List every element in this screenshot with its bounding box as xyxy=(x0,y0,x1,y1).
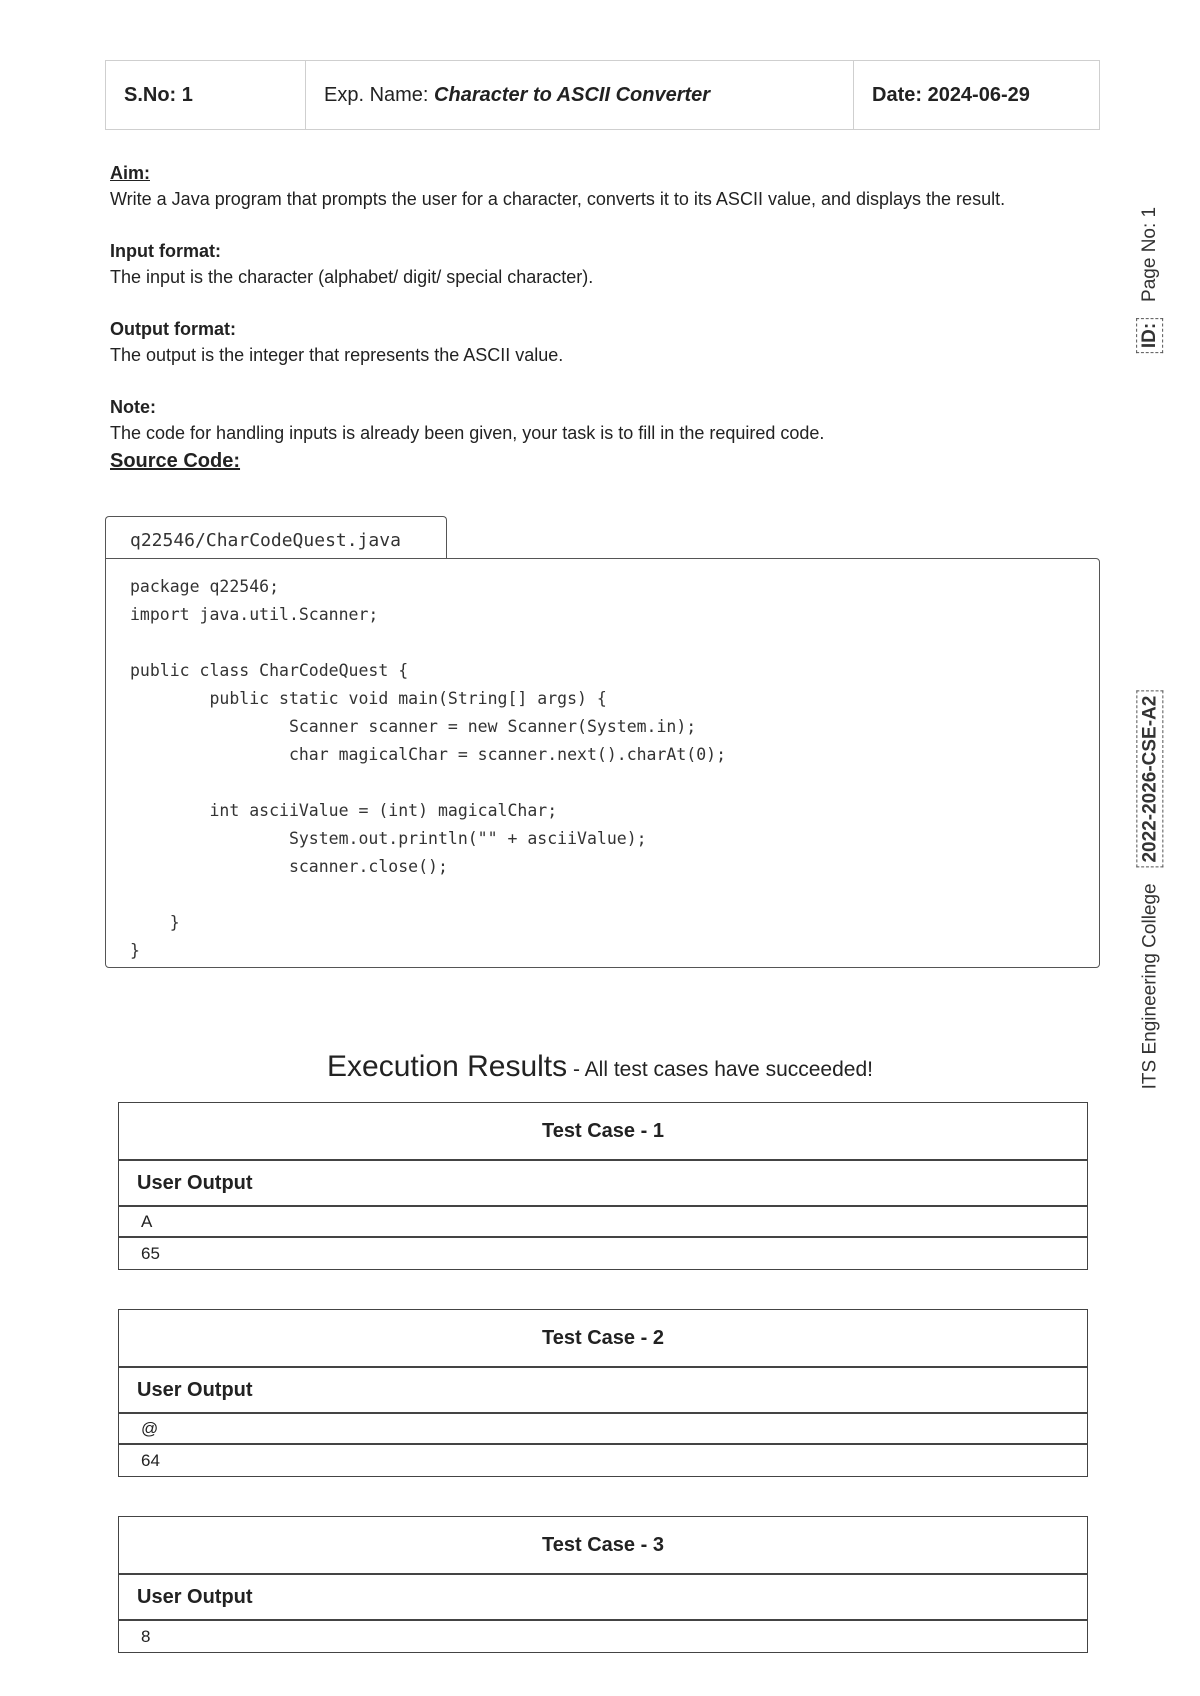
user-output-label: User Output xyxy=(119,1575,1087,1621)
batch-id: 2022-2026-CSE-A2 xyxy=(1136,691,1163,868)
output-line: A xyxy=(119,1207,1087,1238)
source-code-title: Source Code: xyxy=(110,450,241,472)
test-case-3 xyxy=(118,1516,1088,1653)
note-title: Note: xyxy=(110,397,156,417)
experiment-header xyxy=(105,60,1100,130)
aim-title: Aim: xyxy=(110,163,150,183)
test-case-title: Test Case - 3 xyxy=(119,1517,1087,1575)
experiment-date: Date: 2024-06-29 xyxy=(872,83,1030,106)
experiment-name-label: Exp. Name: xyxy=(324,83,429,106)
serial-number: S.No: 1 xyxy=(106,61,306,129)
test-case-title: Test Case - 1 xyxy=(119,1103,1087,1161)
output-line: @ xyxy=(119,1414,1087,1445)
test-case-2 xyxy=(118,1309,1088,1477)
test-case-1 xyxy=(118,1102,1088,1270)
execution-results-subtitle: - All test cases have succeeded! xyxy=(567,1058,873,1081)
aim-text: Write a Java program that prompts the user for a character, converts it to its ASCII value, and displays the result. xyxy=(110,189,1006,209)
college-margin xyxy=(1128,660,1172,1120)
execution-results-title: Execution Results xyxy=(327,1050,568,1083)
input-format-text: The input is the character (alphabet/ digit/ special character). xyxy=(110,267,594,287)
output-format-title: Output format: xyxy=(110,319,236,339)
output-line: 65 xyxy=(141,1243,160,1263)
problem-description xyxy=(110,160,1095,474)
page-id-margin xyxy=(1128,190,1172,370)
input-format-title: Input format: xyxy=(110,241,221,261)
note-text: The code for handling inputs is already been given, your task is to fill in the required code. xyxy=(110,423,825,443)
user-output-label: User Output xyxy=(119,1161,1087,1207)
source-code-text: package q22546; import java.util.Scanner; public class CharCodeQuest { public static void main(String[] args) { Scanner scanner = new Scanner(System.in); char magicalChar = scanner.next().charAt(0); int asciiValue = (int) magicalChar; System.out.println("" + asciiValue); scanner.close(); } } xyxy=(130,577,727,960)
output-line: 8 xyxy=(141,1626,151,1646)
college-name: ITS Engineering College xyxy=(1139,883,1160,1090)
execution-results-heading xyxy=(0,1050,1200,1084)
source-file-tab: q22546/CharCodeQuest.java xyxy=(105,516,447,559)
source-code-block xyxy=(105,558,1100,968)
user-output-label: User Output xyxy=(119,1368,1087,1414)
experiment-name-value: Character to ASCII Converter xyxy=(434,83,711,106)
output-line: 64 xyxy=(141,1450,160,1470)
test-case-title: Test Case - 2 xyxy=(119,1310,1087,1368)
experiment-name xyxy=(306,61,854,129)
id-label: ID: xyxy=(1136,318,1163,353)
page-number: Page No: 1 xyxy=(1139,206,1160,302)
output-format-text: The output is the integer that represents the ASCII value. xyxy=(110,345,564,365)
